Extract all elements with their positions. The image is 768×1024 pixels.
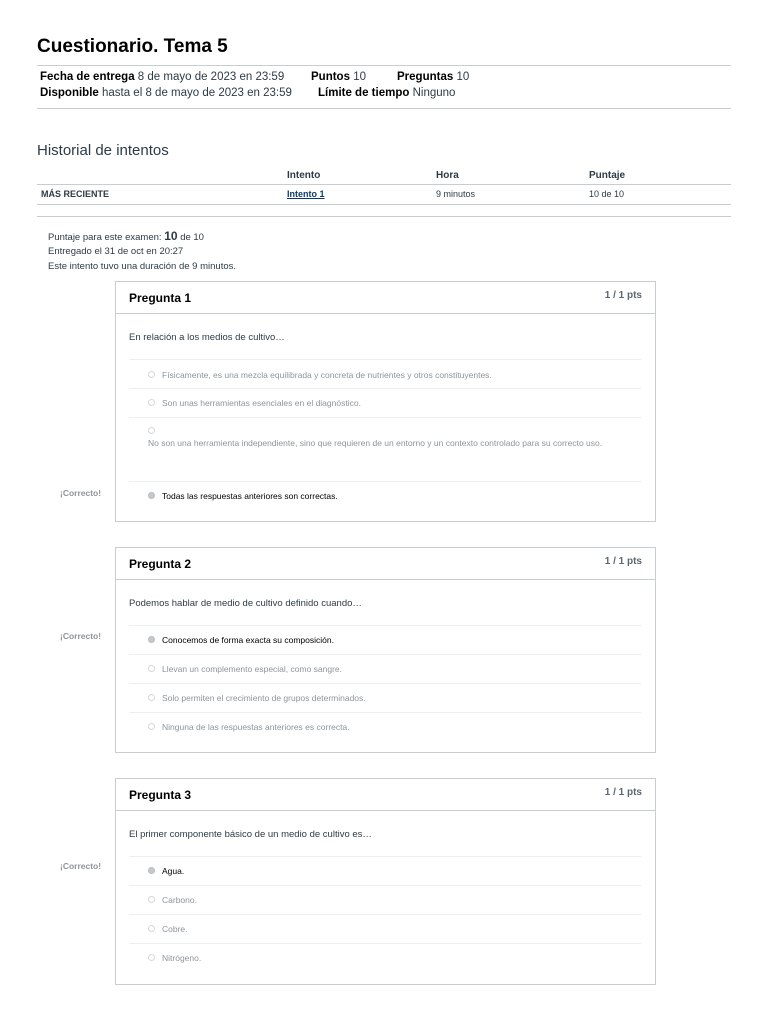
page-title: Cuestionario. Tema 5	[37, 36, 228, 57]
answer-option[interactable]	[129, 943, 641, 972]
question-header	[116, 282, 655, 314]
answer-text: Nitrógeno.	[162, 953, 202, 963]
score-suffix: de 10	[180, 232, 204, 243]
answer-text: Todas las respuestas anteriores son correctas.	[162, 491, 338, 501]
answer-text: Llevan un complemento especial, como sangre.	[162, 664, 343, 674]
question-text: Podemos hablar de medio de cultivo definido cuando…	[129, 598, 362, 609]
answer-option-selected[interactable]	[129, 481, 641, 512]
question-title: Pregunta 3	[129, 788, 192, 802]
answer-option[interactable]	[129, 654, 641, 683]
question-header	[116, 548, 655, 580]
answer-text: Son unas herramientas esenciales en el diagnóstico.	[162, 398, 361, 408]
question-text: En relación a los medios de cultivo…	[129, 332, 285, 343]
correct-label: ¡Correcto!	[60, 631, 102, 641]
correct-label: ¡Correcto!	[60, 861, 102, 871]
question-header	[116, 779, 655, 811]
question-points: 1 / 1 pts	[604, 787, 642, 798]
answer-text: Conocemos de forma exacta su composición.	[162, 635, 334, 645]
answer-option[interactable]	[129, 712, 641, 741]
radio-selected-icon[interactable]	[148, 636, 155, 643]
answer-option[interactable]	[129, 417, 641, 481]
time-limit	[318, 87, 455, 99]
answer-text: Ninguna de las respuestas anteriores es correcta.	[162, 722, 350, 732]
radio-icon[interactable]	[148, 694, 155, 701]
submitted-text: Entregado el 31 de oct en 20:27	[48, 246, 184, 257]
radio-icon[interactable]	[148, 427, 155, 434]
exam-score	[48, 229, 204, 243]
radio-selected-icon[interactable]	[148, 867, 155, 874]
radio-icon[interactable]	[148, 954, 155, 961]
answer-option[interactable]	[129, 683, 641, 712]
attempt-cell	[287, 189, 325, 199]
radio-icon[interactable]	[148, 371, 155, 378]
most-recent-label: MÁS RECIENTE	[41, 189, 110, 199]
answer-option[interactable]	[129, 914, 641, 943]
points-label: Puntos	[311, 71, 350, 83]
score-value: 10	[164, 229, 178, 243]
duration-text: Este intento tuvo una duración de 9 minutos.	[48, 261, 237, 272]
available-value: hasta el 8 de mayo de 2023 en 23:59	[101, 87, 292, 99]
radio-icon[interactable]	[148, 399, 155, 406]
due-label: Fecha de entrega	[40, 71, 135, 83]
availability	[40, 87, 292, 99]
question-1	[115, 281, 656, 522]
divider	[37, 108, 731, 109]
answer-text: Físicamente, es una mezcla equilibrada y concreta de nutrientes y otros constituyentes.	[162, 370, 492, 380]
questions-value: 10	[456, 71, 470, 83]
questions-count	[397, 71, 469, 83]
question-points: 1 / 1 pts	[604, 556, 642, 567]
questions-label: Preguntas	[397, 71, 454, 83]
answer-option[interactable]	[129, 885, 641, 914]
question-3	[115, 778, 656, 985]
header-attempt: Intento	[287, 170, 321, 181]
answer-text: Carbono.	[162, 895, 197, 905]
time-limit-value: Ninguno	[412, 87, 456, 99]
radio-icon[interactable]	[148, 665, 155, 672]
points-value: 10	[353, 71, 366, 83]
question-2	[115, 547, 656, 753]
time-cell: 9 minutos	[436, 189, 476, 199]
question-text: El primer componente básico de un medio de cultivo es…	[129, 829, 372, 840]
meta-row-1	[40, 71, 540, 85]
correct-label: ¡Correcto!	[60, 488, 102, 498]
meta-row-2	[40, 87, 540, 101]
divider	[37, 65, 731, 66]
answer-text: No son una herramienta independiente, sino que requieren de un entorno y un contexto controlado para su correcto uso.	[148, 438, 603, 448]
header-time: Hora	[436, 170, 459, 181]
question-title: Pregunta 1	[129, 291, 192, 305]
attempt-link[interactable]: Intento 1	[287, 189, 325, 199]
divider	[37, 204, 731, 205]
radio-icon[interactable]	[148, 723, 155, 730]
table-header-divider	[37, 184, 731, 185]
points	[311, 71, 366, 83]
due-value: 8 de mayo de 2023 en 23:59	[137, 71, 285, 83]
answer-option-selected[interactable]	[129, 856, 641, 885]
answer-option-selected[interactable]	[129, 625, 641, 654]
score-cell: 10 de 10	[589, 189, 625, 199]
available-label: Disponible	[40, 87, 99, 99]
answer-option[interactable]	[129, 388, 641, 417]
answer-text: Cobre.	[162, 924, 188, 934]
answer-text: Solo permiten el crecimiento de grupos determinados.	[162, 693, 366, 703]
radio-selected-icon[interactable]	[148, 492, 155, 499]
question-title: Pregunta 2	[129, 557, 192, 571]
question-points: 1 / 1 pts	[604, 290, 642, 301]
due-date	[40, 71, 284, 83]
divider	[37, 216, 731, 217]
attempts-history-title: Historial de intentos	[37, 142, 169, 159]
radio-icon[interactable]	[148, 925, 155, 932]
radio-icon[interactable]	[148, 896, 155, 903]
time-limit-label: Límite de tiempo	[318, 87, 410, 99]
score-prefix: Puntaje para este examen:	[48, 232, 162, 243]
answer-option[interactable]	[129, 359, 641, 388]
answer-text: Agua.	[162, 866, 185, 876]
header-score: Puntaje	[589, 170, 626, 181]
